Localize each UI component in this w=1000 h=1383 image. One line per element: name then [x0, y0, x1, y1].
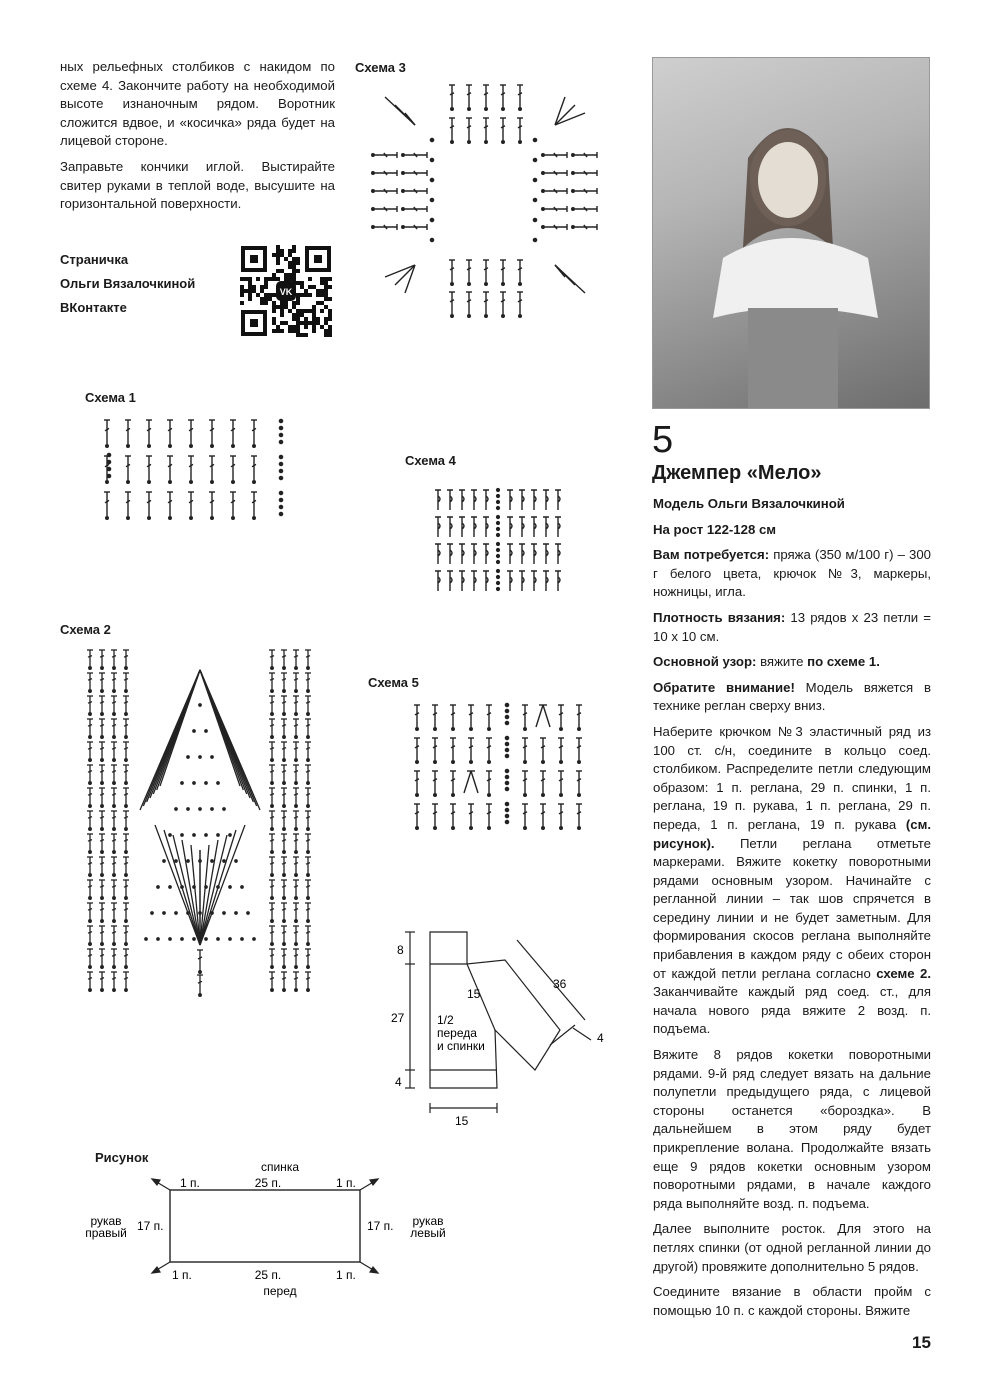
garment-schematic	[385, 920, 615, 1135]
dim-8: 8	[397, 943, 404, 957]
figure-corner-br: 1 п.	[336, 1268, 356, 1282]
dim-27: 27	[391, 1011, 405, 1025]
scheme-3-diagram	[370, 80, 610, 330]
qr-code[interactable]	[240, 245, 332, 337]
vk-line-1: Страничка	[60, 252, 129, 267]
dim-4-right: 4	[597, 1031, 604, 1045]
scheme-4-diagram	[430, 485, 580, 600]
intro-paragraph-2: Заправьте кончики иглой. Выстирайте свитер руками в теплой воде, высушите на горизонтальной поверхности.	[60, 158, 335, 212]
intro-text	[60, 58, 335, 221]
density-text: 13 рядов х 23 петли = 10 х 10 см.	[653, 609, 931, 644]
scheme-1-label: Схема 1	[85, 390, 136, 405]
vk-line-3: ВКонтакте	[60, 300, 127, 315]
intro-paragraph-1: ных рельефных столбиков с накидом по схеме 4. Закончите работу на необходимой высоте изнаночным рядом. Воротник сложится вдвое, и «косичка» ряда будет на лицевой стороне.	[60, 59, 335, 149]
dim-15-bottom: 15	[455, 1114, 469, 1128]
raglan-distribution-figure	[80, 1155, 460, 1300]
figure-corner-bl: 1 п.	[172, 1268, 192, 1282]
dim-4-left: 4	[395, 1075, 402, 1089]
pattern-text: вяжите	[756, 654, 808, 670]
figure-corner-tr: 1 п.	[336, 1176, 356, 1190]
materials-label: Вам потребуется:	[653, 547, 770, 563]
figure-top-label: спинка	[260, 1160, 300, 1174]
model-photo	[652, 57, 930, 409]
figure-bottom-label: перед	[263, 1284, 297, 1298]
scheme-2-label: Схема 2	[60, 622, 111, 637]
article-number: 5	[652, 419, 674, 461]
paragraph-2: Вяжите 8 рядов кокетки поворотными рядами. 9-й ряд следует вязать на дальние полупетли предыдущего ряда, с лицевой стороны останется «бороздка». В дальнейшем в этом ряду будет прикрепление волана. Продолжайте вязать еще 9 рядов кокетки основным узором поворотными рядами, в начале каждого ряда выполняйте возд. п. подъема.	[653, 1047, 931, 1211]
article-model: Модель Ольги Вязалочкиной	[653, 496, 845, 511]
scheme-1-diagram	[95, 415, 305, 525]
pattern-ref: по схеме 1.	[807, 654, 880, 670]
materials-text: пряжа (350 м/100 г) – 300 г белого цвета, крючок №3, маркеры, ножницы, игла.	[653, 547, 932, 600]
article-title: Джемпер «Мело»	[652, 462, 822, 484]
article-body	[653, 495, 931, 1327]
scheme-2-diagram	[80, 645, 325, 1010]
paragraph-4: Соедините вязание в области пройм с помощью 10 п. с каждой стороны. Вяжите	[653, 1284, 931, 1318]
figure-bottom-count: 25 п.	[254, 1268, 282, 1282]
figure-left-count: 17 п.	[137, 1219, 164, 1233]
vk-logo: VK	[279, 287, 293, 297]
figure-top-count: 25 п.	[254, 1176, 282, 1190]
figure-corner-tl: 1 п.	[180, 1176, 200, 1190]
vk-line-2: Ольги Вязалочкиной	[60, 276, 196, 291]
dim-15-shoulder: 15	[467, 987, 481, 1001]
scheme-4-label: Схема 4	[405, 453, 456, 468]
figure-label: Рисунок	[95, 1150, 149, 1165]
figure-right-count: 17 п.	[367, 1219, 394, 1233]
figure-right-sleeve: рукав левый	[410, 1214, 446, 1240]
scheme-5-label: Схема 5	[368, 675, 419, 690]
pattern-label: Основной узор:	[653, 654, 757, 670]
dim-36: 36	[553, 977, 567, 991]
density-label: Плотность вязания:	[653, 609, 786, 625]
scheme-5-diagram	[405, 700, 605, 835]
paragraph-1: Наберите крючком №3 эластичный ряд из 100 ст. с/н, соедините в кольцо соед. столбиком. Распределите петли следующим образом: 1 п. реглана, 29 п. спинки, 1 п. реглана, 19 п. рукава, 1 п. реглана, 29 п. переда, 1 п. реглана, 19 п. рукава (см. рисунок). Петли реглана отметьте маркерами. Вяжите кокетку поворотными рядами основным узором. Начинайте с регланной линии – так шов спрячется в середину линии и не будет заметным. Для формирования скосов реглана выполняйте прибавления в каждом ряду с обеих сторон от каждой петли реглана согласно схеме 2. Заканчивайте каждый ряд соед. ст., для начала нового ряда вяжите 2 возд. п. подъема.	[653, 723, 931, 1037]
figure-left-sleeve: рукав правый	[85, 1214, 127, 1240]
photo-placeholder-figure	[653, 58, 929, 408]
article-size: На рост 122-128 см	[653, 521, 777, 537]
note-label: Обратите внимание!	[653, 679, 795, 695]
page-number: 15	[912, 1333, 931, 1352]
paragraph-3: Далее выполните росток. Для этого на петлях спинки (от одной регланной линии до другой) провяжите дополнительно 5 рядов.	[653, 1221, 931, 1274]
schematic-center-text: 1/2 переда и спинки	[437, 1013, 485, 1053]
note-text: Модель вяжется в технике реглан сверху вниз.	[653, 679, 931, 714]
scheme-3-label: Схема 3	[355, 60, 406, 75]
vk-caption	[60, 248, 230, 320]
